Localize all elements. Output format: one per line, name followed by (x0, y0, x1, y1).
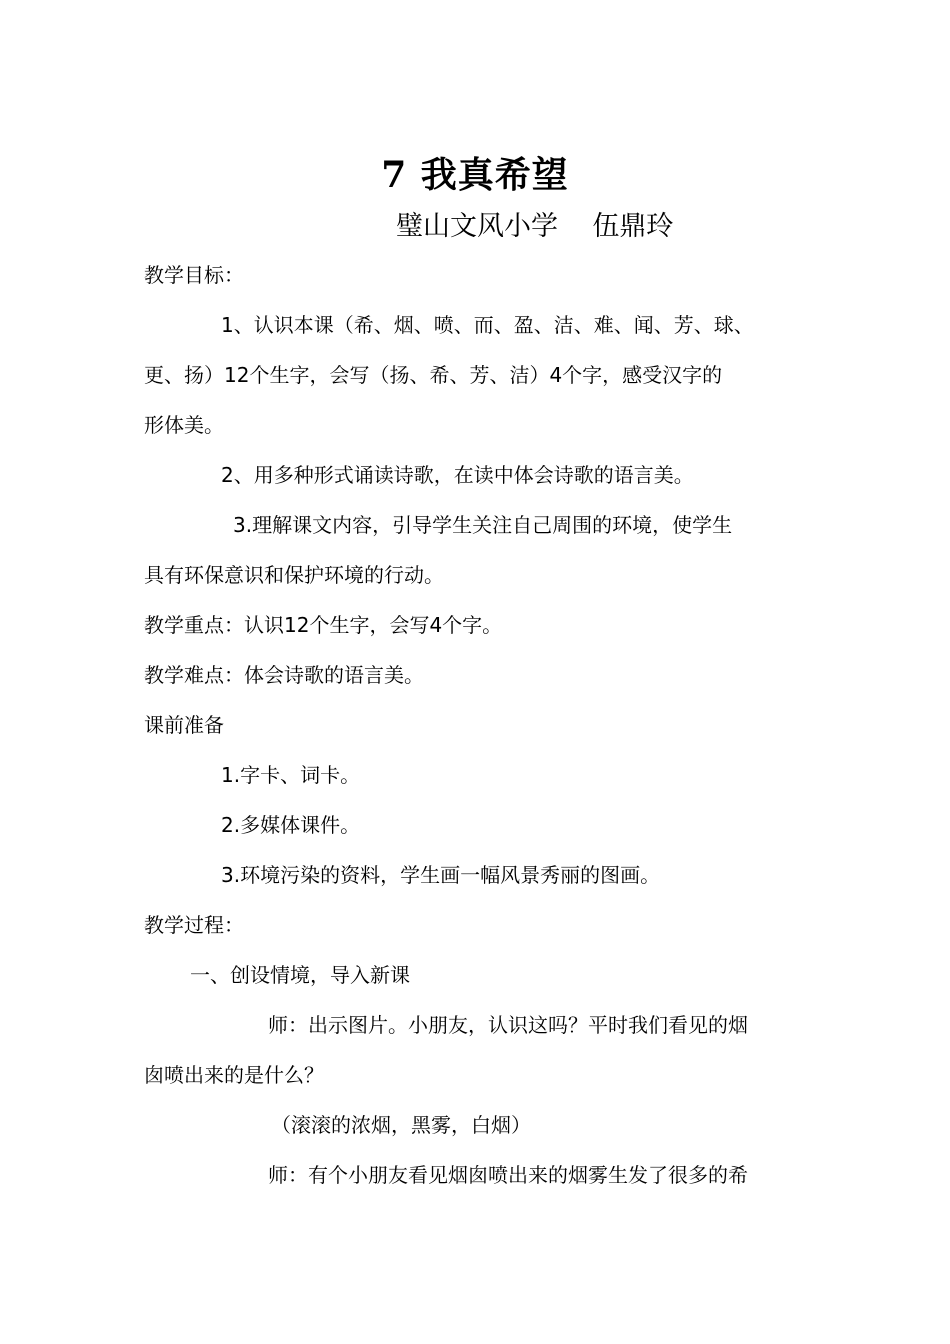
lesson-title: 7 我真希望 (381, 154, 569, 196)
objective-1-cont-2: 形体美。 (144, 413, 224, 437)
preparation-3: 3.环境污染的资料，学生画一幅风景秀丽的图画。 (221, 863, 661, 887)
objective-3-cont: 具有环保意识和保护环境的行动。 (144, 563, 444, 587)
student-answer: （滚滚的浓烟，黑雾，白烟） (271, 1113, 531, 1137)
teacher-line-1: 师：出示图片。小朋友，认识这吗？平时我们看见的烟 (268, 1013, 748, 1037)
heading-objectives: 教学目标： (144, 263, 244, 287)
objective-2: 2、用多种形式诵读诗歌，在读中体会诗歌的语言美。 (221, 463, 694, 487)
objective-3: 3.理解课文内容，引导学生关注自己周围的环境，使学生 (233, 513, 733, 537)
teacher-line-1-cont: 囱喷出来的是什么？ (144, 1063, 324, 1087)
heading-preparation: 课前准备 (144, 713, 224, 737)
process-section-1: 一、创设情境，导入新课 (190, 963, 410, 987)
heading-process: 教学过程： (144, 913, 244, 937)
objective-1: 1、认识本课（希、烟、喷、而、盈、洁、难、闻、芳、球、 (221, 313, 754, 337)
author-line: 璧山文风小学 伍鼎玲 (396, 211, 674, 242)
objective-1-cont: 更、扬）12个生字，会写（扬、希、芳、洁）4个字，感受汉字的 (144, 363, 723, 387)
teacher-line-2: 师：有个小朋友看见烟囱喷出来的烟雾生发了很多的希 (268, 1163, 748, 1187)
difficult-points: 教学难点：体会诗歌的语言美。 (144, 663, 424, 687)
key-points: 教学重点：认识12个生字，会写4个字。 (144, 613, 503, 637)
preparation-2: 2.多媒体课件。 (221, 813, 361, 837)
preparation-1: 1.字卡、词卡。 (221, 763, 361, 787)
